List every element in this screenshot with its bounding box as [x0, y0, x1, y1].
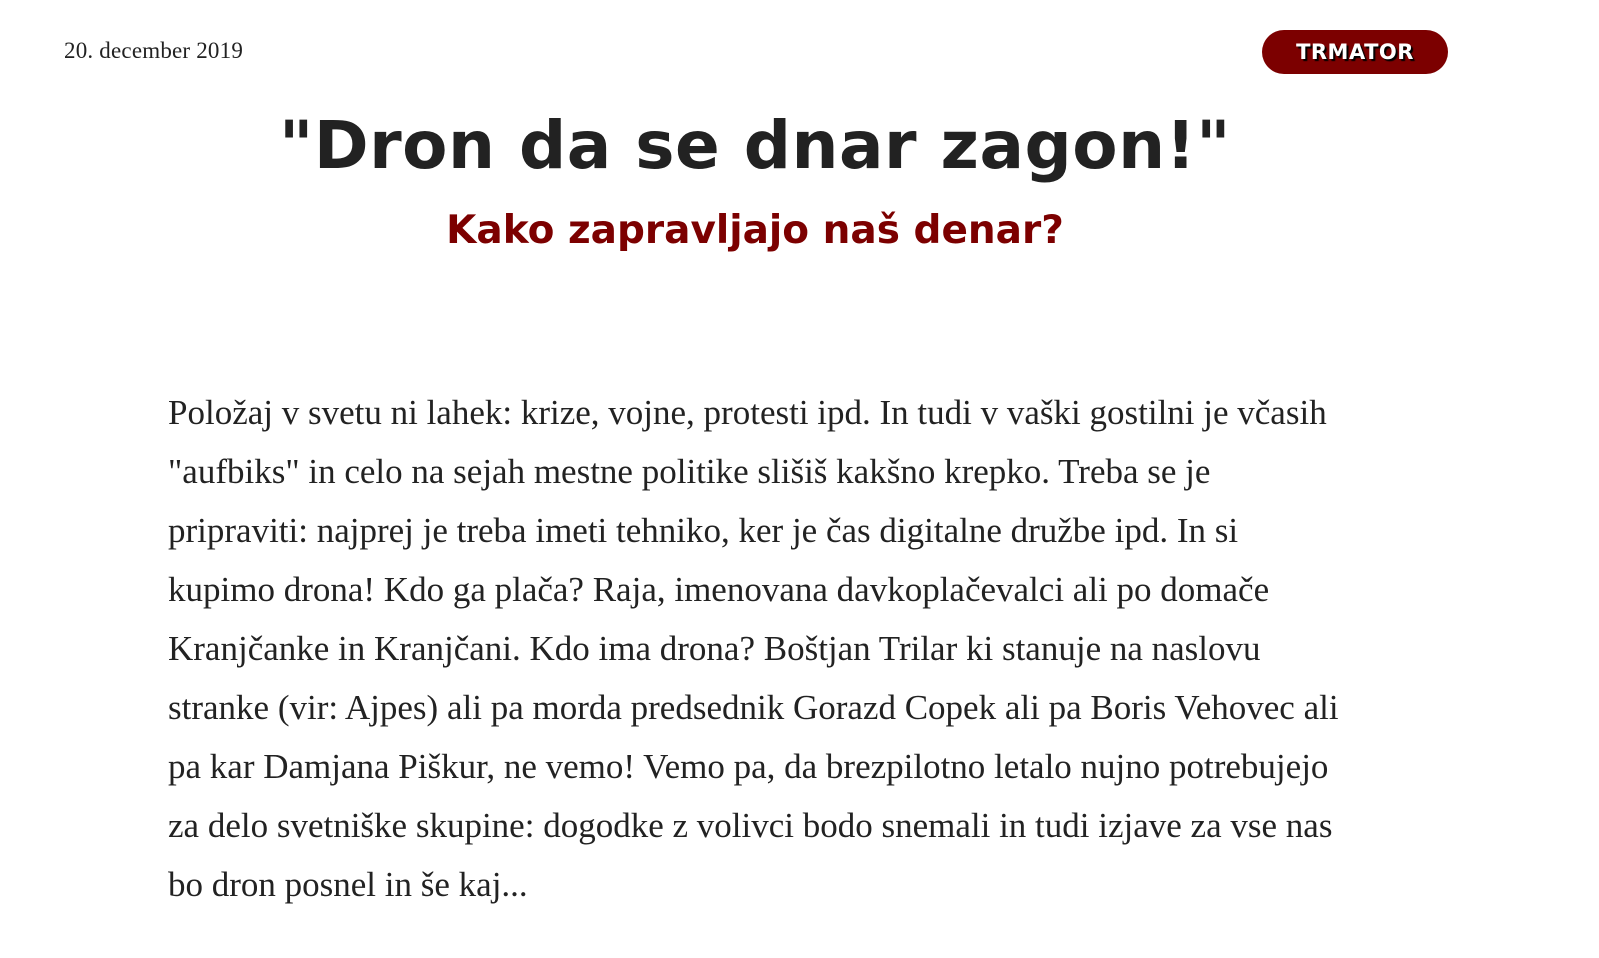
article-body: Položaj v svetu ni lahek: krize, vojne, protesti ipd. In tudi v vaški gostilni je včasih "aufbiks" in celo na sejah mestne politike slišiš kakšno krepko. Treba se je pripraviti: najprej je treba imeti tehniko, ker je čas digitalne družbe ipd. In si kupimo drona! Kdo ga plača? Raja, imenovana davkoplačevalci ali po domače Kranjčanke in Kranjčani. Kdo ima drona? Boštjan Trilar ki stanuje na naslovu stranke (vir: Ajpes) ali pa morda predsednik Gorazd Copek ali pa Boris Vehovec ali pa kar Damjana Piškur, ne vemo! Vemo pa, da brezpilotno letalo nujno potrebujejo za delo svetniške skupine: dogodke z volivci bodo snemali in tudi izjave za vse nas bo dron posnel in še kaj...	[168, 393, 1339, 904]
category-badge-label: TRMATOR	[1296, 40, 1414, 64]
category-badge[interactable]	[1262, 30, 1448, 74]
article-title: "Dron da se dnar zagon!"	[278, 107, 1232, 184]
article-date: 20. december 2019	[64, 38, 244, 63]
article-subtitle: Kako zapravljajo naš denar?	[446, 208, 1064, 253]
